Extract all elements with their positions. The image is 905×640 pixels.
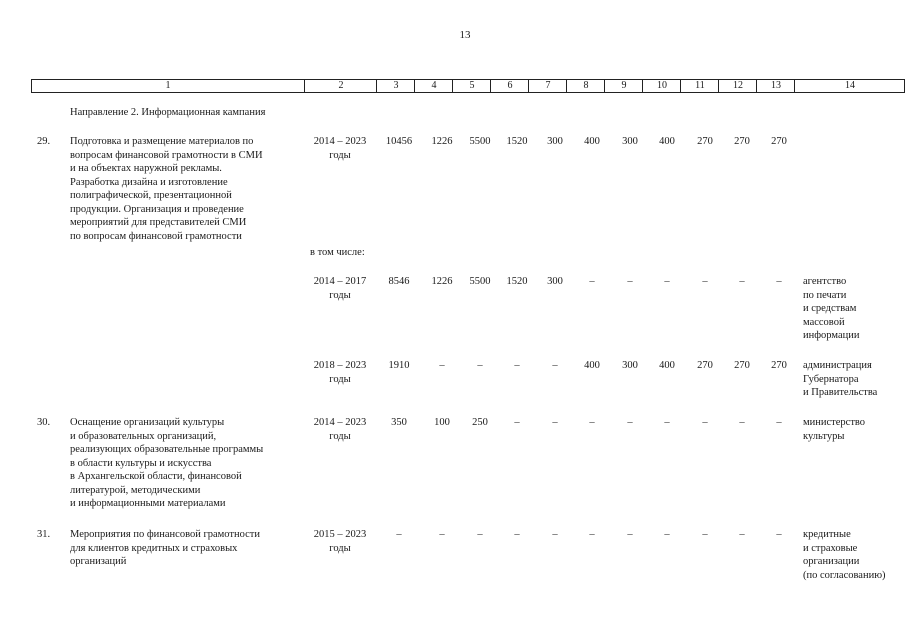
funding-value: 270 <box>771 360 787 371</box>
activity-description-line: вопросам финансовой грамотности в СМИ <box>70 149 263 161</box>
executor-line: и Правительства <box>803 387 878 398</box>
funding-value: – <box>702 276 708 287</box>
funding-value: – <box>396 529 402 540</box>
funding-value: 1910 <box>388 360 410 371</box>
period-line: годы <box>329 430 351 442</box>
funding-value: – <box>702 529 708 540</box>
funding-value: – <box>739 529 745 540</box>
header-col-8: 8 <box>566 80 605 92</box>
period-line: 2018 – 2023 <box>313 360 367 371</box>
funding-value: – <box>552 360 558 371</box>
funding-value: – <box>477 529 483 540</box>
executor-line: массовой <box>803 316 845 328</box>
funding-value: – <box>589 417 595 428</box>
funding-value: – <box>776 417 782 428</box>
funding-value: – <box>627 529 633 540</box>
executor-line: по печати <box>803 289 847 301</box>
funding-value: – <box>514 360 520 371</box>
funding-value: – <box>664 417 670 428</box>
header-col-5: 5 <box>452 80 491 92</box>
funding-value: 100 <box>434 417 450 428</box>
funding-value: – <box>552 417 558 428</box>
funding-value: – <box>514 417 520 428</box>
funding-value: 5500 <box>469 136 491 147</box>
funding-value: 270 <box>697 136 713 147</box>
executor-line: кредитные <box>803 529 851 540</box>
funding-value: 8546 <box>388 276 410 287</box>
header-col-3: 3 <box>376 80 415 92</box>
activity-description-line: в области культуры и искусства <box>70 457 212 469</box>
executor-line: агентство <box>803 276 847 287</box>
activity-description-line: и информационными материалами <box>70 498 226 509</box>
activity-description-line: Разработка дизайна и изготовление <box>70 176 228 188</box>
funding-value: – <box>739 417 745 428</box>
section-title: Направление 2. Информационная кампания <box>70 107 266 118</box>
executor-line: и страховые <box>803 542 858 554</box>
funding-value: – <box>514 529 520 540</box>
funding-value: 300 <box>547 136 563 147</box>
funding-value: – <box>702 417 708 428</box>
period-line: годы <box>329 149 351 161</box>
row-number: 31. <box>37 529 51 540</box>
funding-value: 1226 <box>431 276 453 287</box>
activity-description-line: для клиентов кредитных и страховых <box>70 542 238 554</box>
funding-value: – <box>589 529 595 540</box>
funding-value: 400 <box>659 136 675 147</box>
activity-description-line: полиграфической, презентационной <box>70 190 232 201</box>
table-header-row <box>31 79 905 93</box>
funding-value: 270 <box>697 360 713 371</box>
funding-value: 270 <box>734 136 750 147</box>
funding-value: 1520 <box>506 276 528 287</box>
period-line: годы <box>329 542 351 554</box>
funding-value: – <box>664 529 670 540</box>
funding-value: 300 <box>547 276 563 287</box>
executor-line: министерство <box>803 417 866 428</box>
funding-value: – <box>739 276 745 287</box>
funding-value: – <box>439 529 445 540</box>
activity-description-line: и образовательных организаций, <box>70 430 217 442</box>
funding-value: – <box>664 276 670 287</box>
executor-line: администрация <box>803 360 872 371</box>
funding-value: 270 <box>771 136 787 147</box>
activity-description-line: литературой, методическими <box>70 484 201 496</box>
row-number: 29. <box>37 136 51 147</box>
funding-value: – <box>627 417 633 428</box>
funding-value: 5500 <box>469 276 491 287</box>
activity-description-line: по вопросам финансовой грамотности <box>70 230 242 242</box>
header-col-11: 11 <box>680 80 719 92</box>
header-col-13: 13 <box>756 80 795 92</box>
funding-value: 400 <box>659 360 675 371</box>
period-line: 2014 – 2017 <box>313 276 367 287</box>
page-number: 13 <box>459 29 471 41</box>
activity-description-line: организаций <box>70 556 127 567</box>
funding-value: 1520 <box>506 136 528 147</box>
funding-value: – <box>439 360 445 371</box>
activity-description-line: продукции. Организация и проведение <box>70 203 244 215</box>
activity-description-line: Мероприятия по финансовой грамотности <box>70 529 261 540</box>
funding-value: 300 <box>622 136 638 147</box>
funding-value: 350 <box>391 417 407 428</box>
header-col-12: 12 <box>718 80 757 92</box>
row-number: 30. <box>37 417 51 428</box>
funding-value: – <box>776 529 782 540</box>
activity-description-line: и на объектах наружной рекламы. <box>70 163 222 174</box>
funding-value: – <box>477 360 483 371</box>
header-col-9: 9 <box>604 80 643 92</box>
funding-value: – <box>776 276 782 287</box>
header-col-2: 2 <box>304 80 377 92</box>
header-col-10: 10 <box>642 80 681 92</box>
executor-line: организации <box>803 556 860 567</box>
funding-value: 250 <box>472 417 488 428</box>
funding-value: 10456 <box>385 136 413 147</box>
executor-line: (по согласованию) <box>803 569 886 581</box>
activity-description-line: в Архангельской области, финансовой <box>70 471 242 482</box>
period-line: 2014 – 2023 <box>313 136 367 147</box>
executor-line: Губернатора <box>803 373 859 385</box>
funding-value: 400 <box>584 136 600 147</box>
funding-value: 400 <box>584 360 600 371</box>
period-line: годы <box>329 289 351 301</box>
subtotal-note: в том числе: <box>310 247 365 258</box>
period-line: годы <box>329 373 351 385</box>
header-col-1: 1 <box>165 80 171 91</box>
header-col-7: 7 <box>528 80 567 92</box>
period-line: 2014 – 2023 <box>313 417 367 428</box>
funding-value: – <box>589 276 595 287</box>
funding-value: – <box>552 529 558 540</box>
header-col-14: 14 <box>794 80 905 92</box>
period-line: 2015 – 2023 <box>313 529 367 540</box>
activity-description-line: Подготовка и размещение материалов по <box>70 136 254 147</box>
funding-value: 1226 <box>431 136 453 147</box>
header-col-6: 6 <box>490 80 529 92</box>
activity-description-line: мероприятий для представителей СМИ <box>70 217 247 228</box>
executor-line: информации <box>803 330 860 341</box>
funding-value: 270 <box>734 360 750 371</box>
executor-line: и средствам <box>803 303 857 314</box>
header-col-4: 4 <box>414 80 453 92</box>
activity-description-line: Оснащение организаций культуры <box>70 417 225 428</box>
activity-description-line: реализующих образовательные программы <box>70 444 264 455</box>
executor-line: культуры <box>803 430 845 442</box>
funding-value: 300 <box>622 360 638 371</box>
funding-value: – <box>627 276 633 287</box>
